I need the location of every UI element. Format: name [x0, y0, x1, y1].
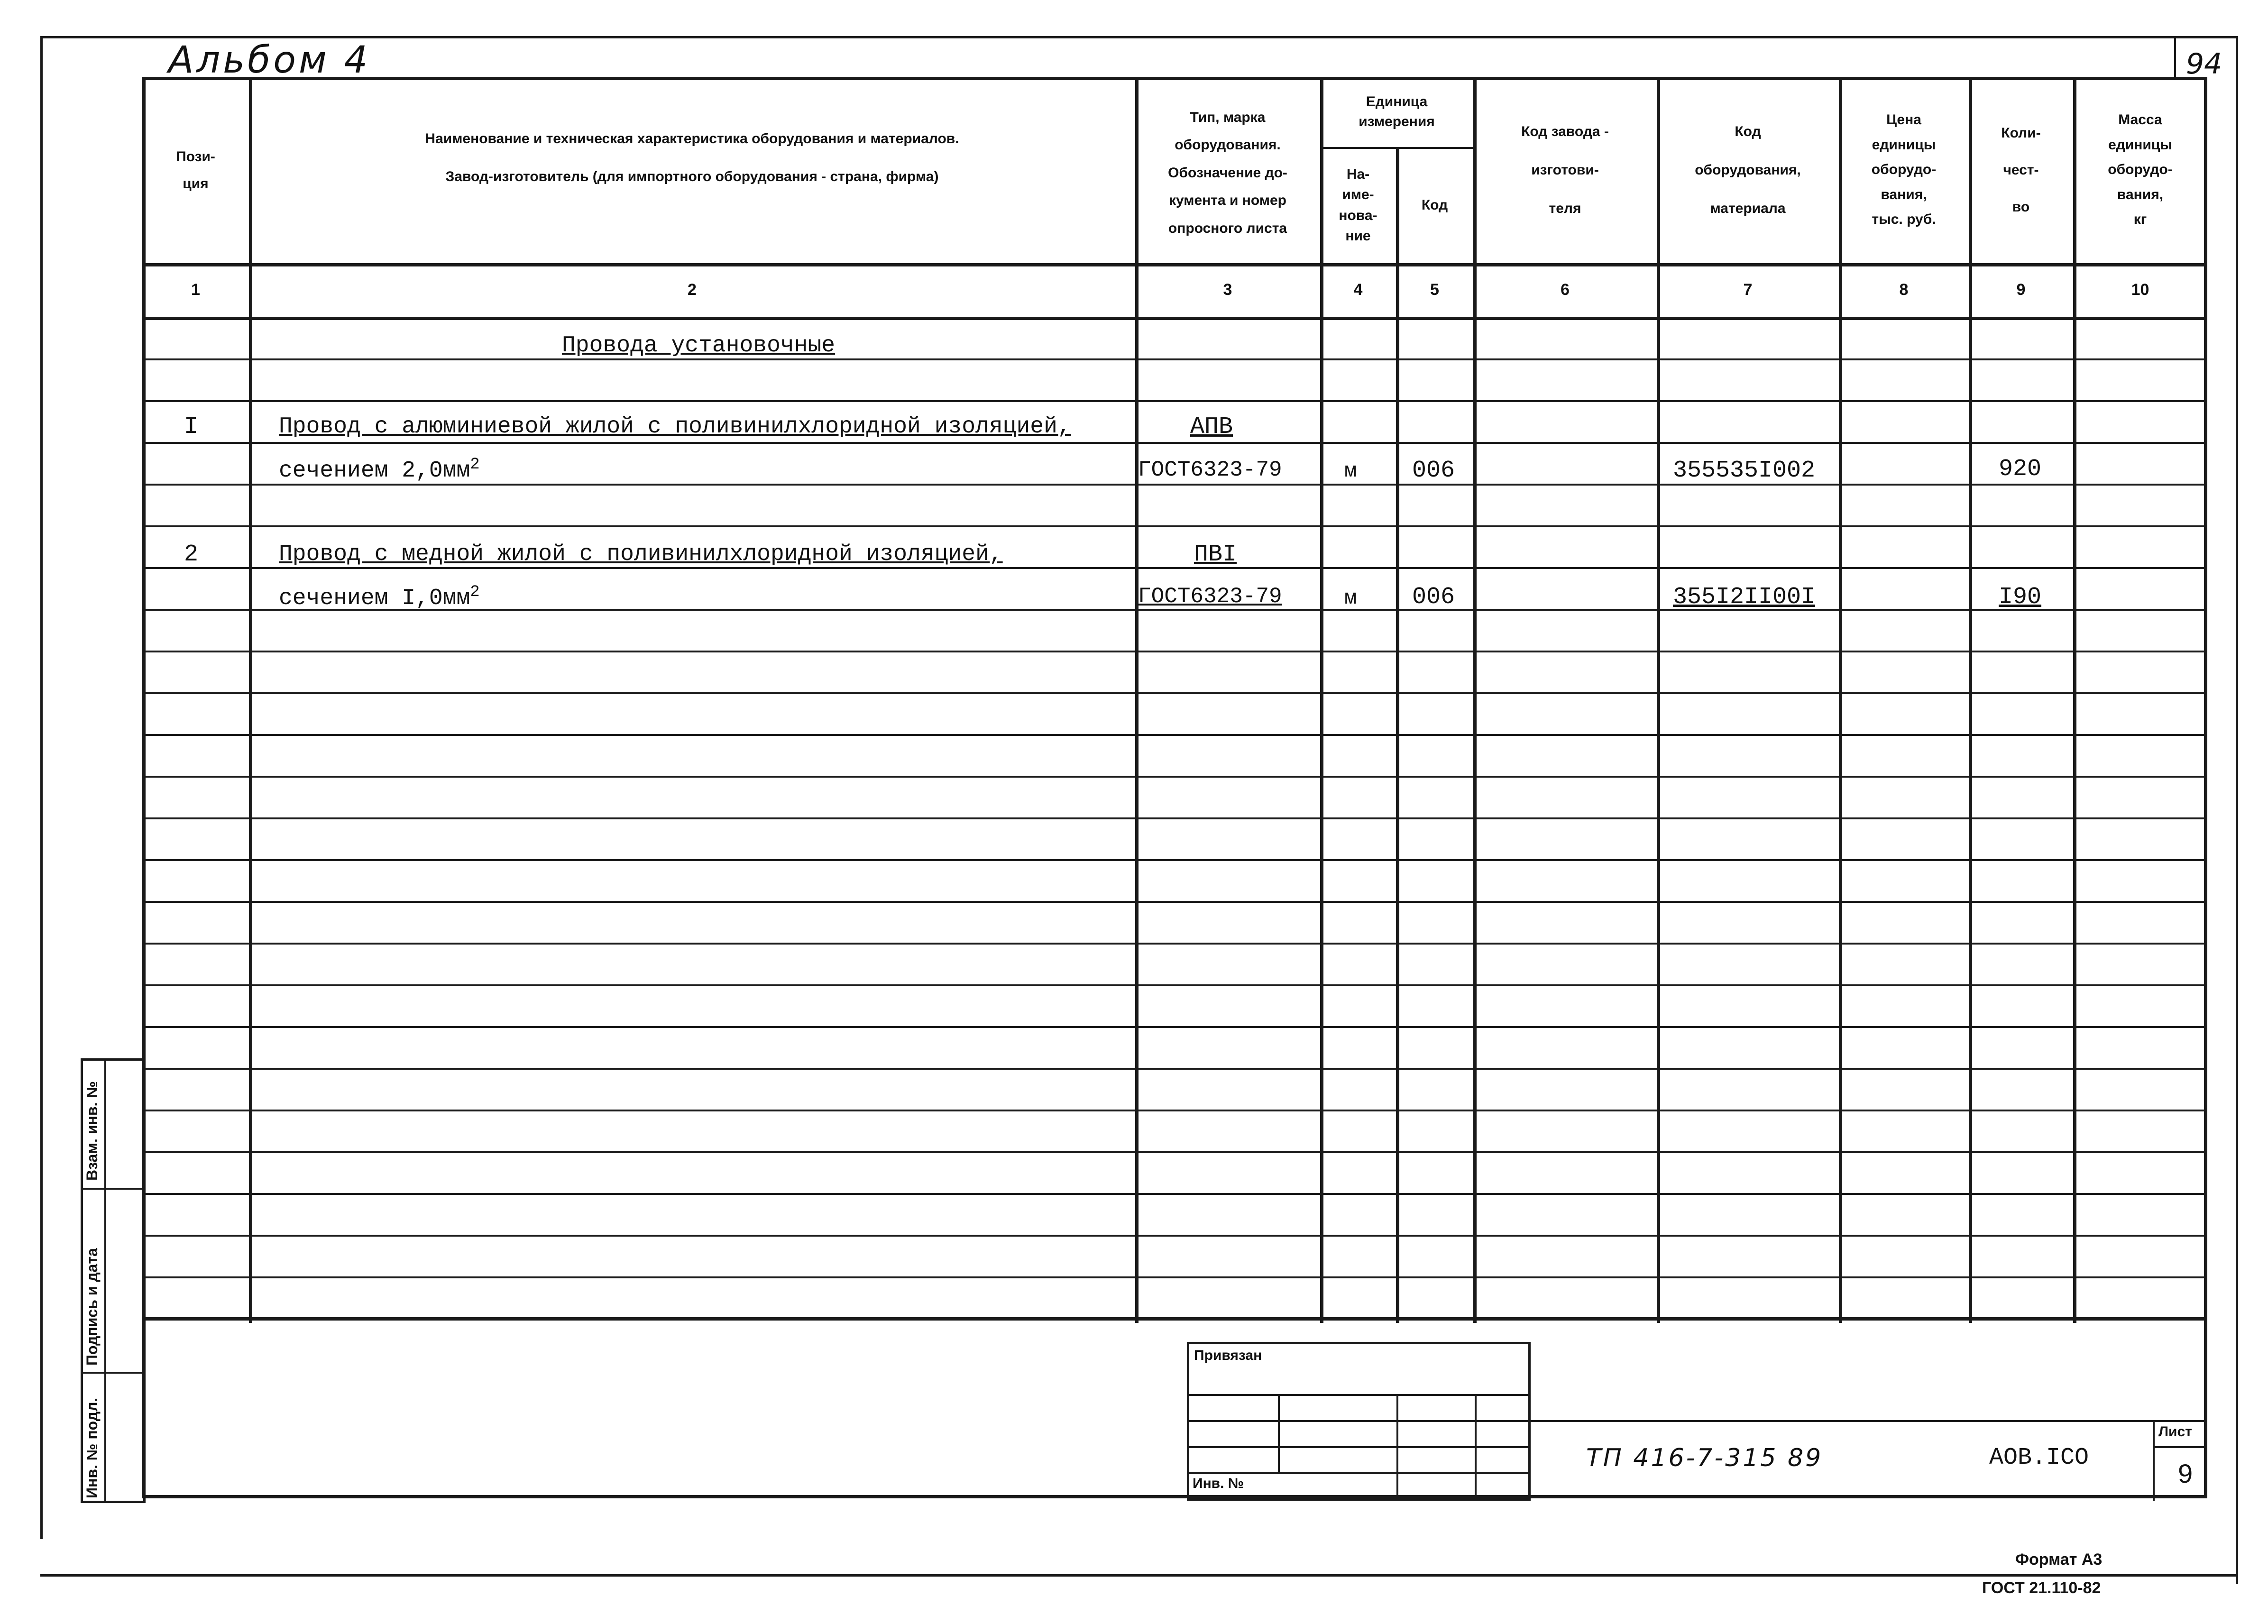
item1-type: АПВ — [1190, 413, 1233, 440]
list-box-line — [2153, 1420, 2155, 1501]
list-label: Лист — [2158, 1424, 2192, 1440]
table-row — [142, 1026, 2207, 1028]
page-number: 94 — [2186, 47, 2222, 81]
header-mass: Масса единицы оборудо- вания, кг — [2108, 112, 2173, 228]
side-label-inv: Инв. № подл. — [83, 1397, 101, 1498]
table-row — [142, 1193, 2207, 1195]
right-frame-line — [2236, 36, 2238, 1584]
table-row — [142, 400, 2207, 402]
table-row — [142, 943, 2207, 945]
format-label: Формат А3 — [2015, 1551, 2103, 1569]
sheet-code: АОВ.ICO — [1989, 1444, 2089, 1471]
stamp-row-1 — [1187, 1394, 1531, 1396]
stamp-col-1 — [1278, 1394, 1280, 1472]
item1-equipment-code: 355535I002 — [1673, 457, 1816, 484]
item2-unit-code: 006 — [1412, 584, 1455, 611]
colnum-9: 9 — [2016, 281, 2026, 299]
item2-equipment-code: 355I2II00I — [1673, 584, 1816, 611]
header-unit-code: Код — [1421, 197, 1448, 213]
item1-quantity: 920 — [1999, 456, 2042, 483]
stamp-row-4 — [1187, 1472, 1531, 1474]
header-name-line1: Наименование и техническая характеристика оборудования и материалов. — [425, 130, 959, 147]
table-row — [142, 817, 2207, 819]
album-label: Альбом 4 — [168, 39, 371, 82]
colnum-1: 1 — [191, 281, 200, 299]
table-row — [142, 358, 2207, 360]
item1-name-line2 — [279, 457, 480, 482]
table-row — [142, 484, 2207, 486]
header-price: Цена единицы оборудо- вания, тыс. руб. — [1871, 112, 1937, 228]
item1-pos: I — [184, 413, 199, 440]
top-frame-line — [40, 36, 2238, 38]
side-strip-line-2 — [81, 1372, 146, 1374]
colnum-7: 7 — [1743, 281, 1753, 299]
table-row — [142, 442, 2207, 444]
colnum-2: 2 — [688, 281, 697, 299]
header-name-block — [249, 77, 1135, 263]
colnum-4: 4 — [1353, 281, 1363, 299]
stamp-col-2 — [1396, 1394, 1398, 1501]
item2-quantity: I90 — [1999, 584, 2042, 611]
item1-name-line2-sup: 2 — [470, 456, 480, 474]
inv-no-label: Инв. № — [1193, 1476, 1244, 1491]
header-factory-code: Код завода - изготови- теля — [1521, 124, 1609, 216]
side-label-vzam: Взам. инв. № — [83, 1081, 101, 1181]
bottom-frame-line — [40, 1574, 2238, 1577]
item2-doc: ГОСТ6323-79 — [1138, 584, 1282, 609]
title-block-top-line — [1531, 1420, 2207, 1422]
item2-type: ПВI — [1194, 541, 1237, 568]
header-name-line2: Завод-изготовитель (для импортного оборудования - страна, фирма) — [445, 168, 939, 184]
header-quantity: Коли- чест- во — [2001, 125, 2041, 215]
table-bottom-line — [142, 1317, 2207, 1321]
item2-pos: 2 — [184, 541, 199, 568]
table-row — [142, 1276, 2207, 1278]
table-row — [142, 1151, 2207, 1153]
header-type: Тип, марка оборудования. Обозначение до- кумента и номер опросного листа — [1168, 109, 1287, 236]
item2-name-line2-text: сечением I,0мм — [279, 586, 470, 611]
item2-unit: м — [1344, 587, 1357, 610]
table-row — [142, 651, 2207, 652]
table-row — [142, 734, 2207, 736]
section-title: Провода установочные — [562, 333, 836, 358]
side-strip-divider — [104, 1058, 106, 1503]
table-row — [142, 901, 2207, 903]
item1-name-line2-text: сечением 2,0мм — [279, 458, 470, 484]
stamp-col-3 — [1475, 1394, 1477, 1501]
table-row — [142, 1235, 2207, 1237]
colnum-6: 6 — [1561, 281, 1570, 299]
list-box-divider — [2153, 1446, 2207, 1448]
page-number-box-line — [2174, 36, 2176, 77]
table-row — [142, 525, 2207, 527]
header-equipment-code: Код оборудования, материала — [1695, 124, 1801, 216]
table-row — [142, 1068, 2207, 1070]
table-row — [142, 567, 2207, 569]
item1-name-line1: Провод с алюминиевой жилой с поливинилхлоридной изоляцией, — [279, 414, 1071, 440]
gost-label: ГОСТ 21.110-82 — [1982, 1579, 2101, 1597]
side-label-podpis: Подпись и дата — [83, 1248, 101, 1366]
item2-name-line1: Провод с медной жилой с поливинилхлоридной изоляцией, — [279, 541, 1003, 567]
side-strip-line-1 — [81, 1188, 146, 1190]
list-number: 9 — [2178, 1459, 2193, 1488]
document-code: ТП 416-7-315 89 — [1586, 1444, 1823, 1472]
header-position: Пози- ция — [176, 148, 215, 192]
table-row — [142, 984, 2207, 986]
colnum-10: 10 — [2131, 281, 2149, 299]
table-row — [142, 776, 2207, 778]
stamp-row-3 — [1187, 1446, 1531, 1448]
colnum-3: 3 — [1223, 281, 1232, 299]
colnum-bottom-line — [142, 317, 2207, 320]
header-unit-name: На- име- нова- ние — [1339, 166, 1377, 244]
item1-unit: м — [1344, 459, 1357, 483]
table-row — [142, 692, 2207, 694]
item1-doc: ГОСТ6323-79 — [1138, 458, 1282, 482]
item2-name-line2-sup: 2 — [470, 583, 480, 601]
header-unit-group: Единица измерения — [1359, 94, 1435, 129]
left-frame-line — [40, 36, 43, 1539]
table-row — [142, 859, 2207, 861]
colnum-5: 5 — [1430, 281, 1439, 299]
privyazan-label: Привязан — [1194, 1348, 1262, 1363]
stamp-row-2 — [1187, 1420, 1531, 1422]
table-row — [142, 1110, 2207, 1111]
item2-name-line2 — [279, 584, 480, 610]
colnum-8: 8 — [1899, 281, 1909, 299]
item1-unit-code: 006 — [1412, 457, 1455, 484]
